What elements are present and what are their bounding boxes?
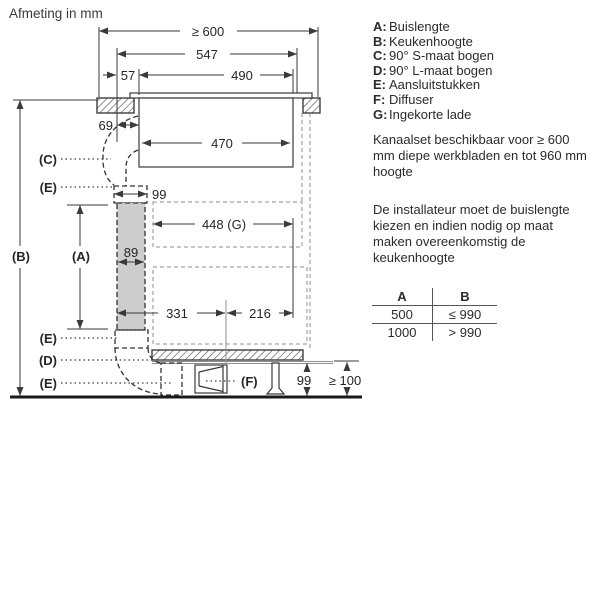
spec-header-B: B [460,289,470,304]
legend-text-B: Keukenhoogte [389,33,473,49]
legend-item-A [373,20,591,35]
legend-text-A: Buislengte [389,19,450,34]
legend-item-E [373,78,591,93]
diffuser [195,365,227,393]
spec-header-A: A [372,288,433,306]
dim-label-plinth-inner: 99 [296,373,312,388]
note-installer: De installateur moet de buislengte kiezen en indien nodig op maat maken overeenkomstig de keukenhoogte [373,202,570,265]
label-E-bottom: (E) [39,376,57,391]
label-A: (A) [71,249,91,264]
dim-label-dist-front: 331 [166,306,188,321]
legend-key-A: A: [373,19,387,34]
legend-text-G: Ingekorte lade [389,106,472,122]
dim-label-worktop-depth: ≥ 600 [191,24,225,39]
duct-connector-bottom [115,330,148,348]
spec-cell-a2: 1000 [372,324,433,342]
legend-text-E: Aansluitstukken [389,77,481,93]
label-F: (F) [241,374,258,389]
label-D: (D) [38,353,57,368]
legend-item-C [373,49,591,64]
legend-key-D: D: [373,62,387,78]
support-foot [267,363,284,394]
dim-label-duct-gap: 69 [98,118,113,133]
spec-cell-b2: > 990 [433,324,498,342]
duct-vertical [117,203,145,330]
dim-label-plinth-min: ≥ 100 [328,373,362,388]
legend-key-C: C: [373,48,387,64]
note-channel-set: Kanaalset beschikbaar voor ≥ 600 mm diepe werkbladen en tot 960 mm hoogte [373,132,587,179]
legend-item-F [373,93,591,108]
dim-label-front-offset: 57 [120,68,136,83]
legend-key-G: G: [373,106,388,122]
legend-text-F: Diffuser [389,91,434,107]
spec-cell-a1: 500 [372,306,433,324]
worktop-hatch-left [97,98,134,113]
label-E-top: (E) [39,180,57,195]
dim-label-shortened-drawer: 448 (G) [201,217,247,232]
spec-cell-b1: ≤ 990 [433,306,498,324]
page-title: Afmeting in mm [9,6,103,21]
dim-label-cutout-depth: 490 [231,68,253,83]
duct-outlet-connector [161,363,182,395]
label-C: (C) [38,152,57,167]
hob-plate [130,93,312,98]
dim-label-connector-depth: 99 [152,187,167,202]
spec-table [372,288,497,341]
legend-item-B [373,35,591,50]
spec-table-header-row [372,288,497,306]
legend [373,20,591,122]
dim-label-dist-back: 216 [249,306,271,321]
legend-text-D: 90° L-maat bogen [389,62,493,78]
leader-lines [61,159,237,383]
legend-key-F: F: [373,91,386,107]
legend-text-C: 90° S-maat bogen [389,48,494,64]
legend-item-G [373,108,591,123]
legend-item-D [373,64,591,79]
worktop-hatch-right [303,98,320,113]
legend-key-B: B: [373,33,387,49]
table-row [372,324,497,342]
label-E-middle: (E) [39,331,57,346]
legend-key-E: E: [373,77,386,93]
hob-body [139,98,293,167]
dim-label-duct-depth: 89 [123,245,139,260]
label-B: (B) [11,249,31,264]
dim-label-plate-depth: 547 [196,47,218,62]
dim-label-body-depth: 470 [211,136,233,151]
table-row [372,306,497,324]
cabinet-bottom-panel [152,350,303,360]
